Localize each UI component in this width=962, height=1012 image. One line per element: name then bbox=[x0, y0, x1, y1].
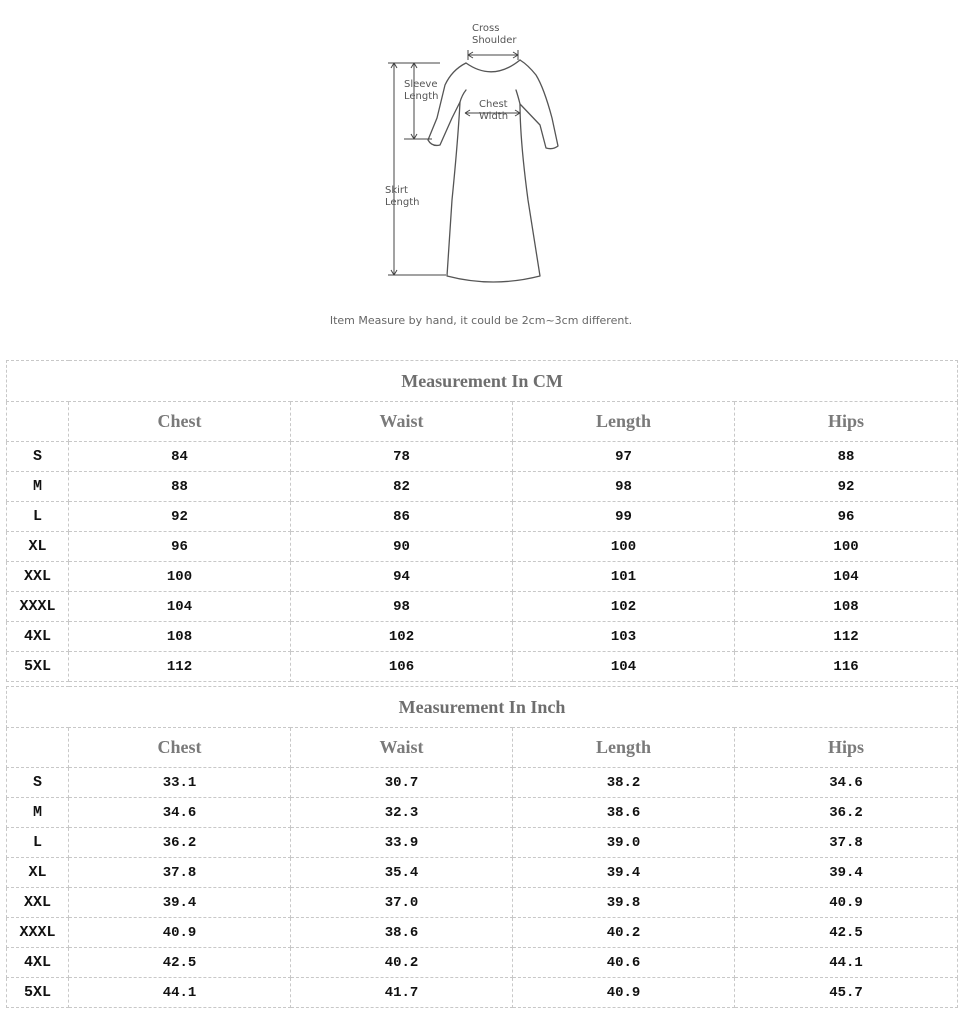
waist-cell: 82 bbox=[291, 472, 513, 502]
table-title: Measurement In CM bbox=[7, 361, 958, 402]
table-row bbox=[7, 828, 958, 858]
hips-cell: 116 bbox=[735, 652, 958, 682]
length-cell: 104 bbox=[513, 652, 735, 682]
hips-cell: 96 bbox=[735, 502, 958, 532]
chest-cell: 104 bbox=[69, 592, 291, 622]
hips-cell: 39.4 bbox=[735, 858, 958, 888]
size-cell: XXXL bbox=[7, 918, 69, 948]
header-hips: Hips bbox=[735, 402, 958, 442]
waist-cell: 106 bbox=[291, 652, 513, 682]
waist-cell: 40.2 bbox=[291, 948, 513, 978]
table-row bbox=[7, 888, 958, 918]
size-cell: S bbox=[7, 442, 69, 472]
chest-cell: 39.4 bbox=[69, 888, 291, 918]
hips-cell: 45.7 bbox=[735, 978, 958, 1008]
waist-cell: 32.3 bbox=[291, 798, 513, 828]
header-length: Length bbox=[513, 728, 735, 768]
length-cell: 40.9 bbox=[513, 978, 735, 1008]
hips-cell: 44.1 bbox=[735, 948, 958, 978]
chest-cell: 112 bbox=[69, 652, 291, 682]
measurement-diagram bbox=[0, 0, 962, 300]
table-row bbox=[7, 592, 958, 622]
waist-cell: 35.4 bbox=[291, 858, 513, 888]
size-table-inch bbox=[6, 686, 958, 1008]
length-cell: 100 bbox=[513, 532, 735, 562]
length-cell: 102 bbox=[513, 592, 735, 622]
waist-cell: 78 bbox=[291, 442, 513, 472]
header-length: Length bbox=[513, 402, 735, 442]
waist-cell: 102 bbox=[291, 622, 513, 652]
length-cell: 38.2 bbox=[513, 768, 735, 798]
length-cell: 38.6 bbox=[513, 798, 735, 828]
header-hips: Hips bbox=[735, 728, 958, 768]
length-cell: 97 bbox=[513, 442, 735, 472]
length-cell: 39.4 bbox=[513, 858, 735, 888]
table-row bbox=[7, 858, 958, 888]
table-row bbox=[7, 798, 958, 828]
waist-cell: 98 bbox=[291, 592, 513, 622]
skirt-length-label: Skirt Length bbox=[385, 185, 420, 208]
length-cell: 40.6 bbox=[513, 948, 735, 978]
size-cell: L bbox=[7, 502, 69, 532]
size-cell: S bbox=[7, 768, 69, 798]
length-cell: 39.8 bbox=[513, 888, 735, 918]
table-row bbox=[7, 472, 958, 502]
size-cell: XXL bbox=[7, 562, 69, 592]
waist-cell: 38.6 bbox=[291, 918, 513, 948]
hips-cell: 100 bbox=[735, 532, 958, 562]
table-row bbox=[7, 978, 958, 1008]
waist-cell: 86 bbox=[291, 502, 513, 532]
header-chest: Chest bbox=[69, 728, 291, 768]
hips-cell: 37.8 bbox=[735, 828, 958, 858]
header-waist: Waist bbox=[291, 728, 513, 768]
hips-cell: 34.6 bbox=[735, 768, 958, 798]
header-size bbox=[7, 728, 69, 768]
size-cell: M bbox=[7, 472, 69, 502]
hips-cell: 88 bbox=[735, 442, 958, 472]
chest-cell: 42.5 bbox=[69, 948, 291, 978]
table-row bbox=[7, 442, 958, 472]
size-cell: 4XL bbox=[7, 622, 69, 652]
chest-cell: 34.6 bbox=[69, 798, 291, 828]
hips-cell: 92 bbox=[735, 472, 958, 502]
length-cell: 103 bbox=[513, 622, 735, 652]
table-row bbox=[7, 652, 958, 682]
chest-cell: 36.2 bbox=[69, 828, 291, 858]
length-cell: 99 bbox=[513, 502, 735, 532]
chest-cell: 40.9 bbox=[69, 918, 291, 948]
size-cell: XXXL bbox=[7, 592, 69, 622]
waist-cell: 37.0 bbox=[291, 888, 513, 918]
waist-cell: 94 bbox=[291, 562, 513, 592]
length-cell: 98 bbox=[513, 472, 735, 502]
size-table-cm bbox=[6, 360, 958, 682]
table-row bbox=[7, 948, 958, 978]
table-title: Measurement In Inch bbox=[7, 687, 958, 728]
chest-cell: 100 bbox=[69, 562, 291, 592]
hips-cell: 108 bbox=[735, 592, 958, 622]
waist-cell: 33.9 bbox=[291, 828, 513, 858]
sleeve-length-label: Sleeve Length bbox=[404, 79, 439, 102]
hips-cell: 36.2 bbox=[735, 798, 958, 828]
table-row bbox=[7, 502, 958, 532]
size-cell: L bbox=[7, 828, 69, 858]
chest-cell: 88 bbox=[69, 472, 291, 502]
hips-cell: 42.5 bbox=[735, 918, 958, 948]
table-header-row bbox=[7, 402, 958, 442]
cross-shoulder-label: Cross Shoulder bbox=[472, 23, 517, 46]
table-row bbox=[7, 918, 958, 948]
hips-cell: 40.9 bbox=[735, 888, 958, 918]
header-waist: Waist bbox=[291, 402, 513, 442]
table-row bbox=[7, 768, 958, 798]
chest-cell: 33.1 bbox=[69, 768, 291, 798]
chest-cell: 44.1 bbox=[69, 978, 291, 1008]
chest-cell: 84 bbox=[69, 442, 291, 472]
chest-cell: 92 bbox=[69, 502, 291, 532]
table-row bbox=[7, 622, 958, 652]
size-cell: XL bbox=[7, 858, 69, 888]
chest-cell: 37.8 bbox=[69, 858, 291, 888]
hips-cell: 104 bbox=[735, 562, 958, 592]
chest-cell: 96 bbox=[69, 532, 291, 562]
header-chest: Chest bbox=[69, 402, 291, 442]
chest-width-label: Chest Width bbox=[479, 99, 509, 122]
table-row bbox=[7, 562, 958, 592]
table-row bbox=[7, 532, 958, 562]
waist-cell: 90 bbox=[291, 532, 513, 562]
chest-cell: 108 bbox=[69, 622, 291, 652]
size-cell: XXL bbox=[7, 888, 69, 918]
length-cell: 40.2 bbox=[513, 918, 735, 948]
size-cell: 5XL bbox=[7, 978, 69, 1008]
length-cell: 39.0 bbox=[513, 828, 735, 858]
waist-cell: 30.7 bbox=[291, 768, 513, 798]
waist-cell: 41.7 bbox=[291, 978, 513, 1008]
length-cell: 101 bbox=[513, 562, 735, 592]
hips-cell: 112 bbox=[735, 622, 958, 652]
table-header-row bbox=[7, 728, 958, 768]
measure-note: Item Measure by hand, it could be 2cm~3cm different. bbox=[329, 314, 633, 327]
header-size bbox=[7, 402, 69, 442]
size-cell: 5XL bbox=[7, 652, 69, 682]
size-cell: M bbox=[7, 798, 69, 828]
size-cell: 4XL bbox=[7, 948, 69, 978]
size-cell: XL bbox=[7, 532, 69, 562]
